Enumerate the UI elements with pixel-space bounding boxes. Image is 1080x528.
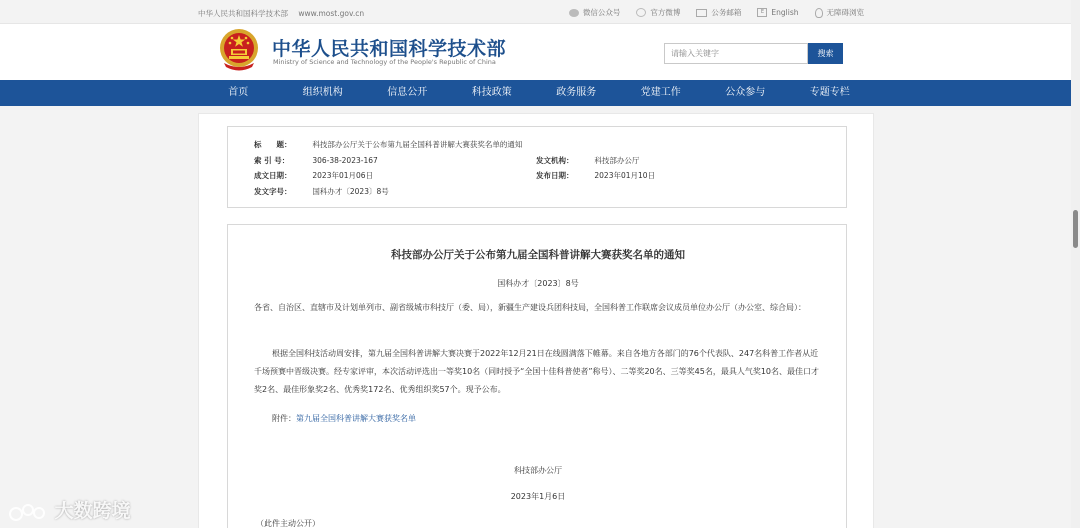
nav-public-participation[interactable]: 公众参与 — [725, 87, 766, 98]
nav-gov-services[interactable]: 政务服务 — [556, 87, 597, 98]
nav-info-disclosure[interactable]: 信息公开 — [387, 87, 428, 98]
attachment-link[interactable]: 第九届全国科普讲解大赛获奖名单 — [296, 414, 416, 423]
mail-link[interactable] — [696, 7, 741, 18]
nav-home[interactable]: 首页 — [228, 87, 249, 98]
site-title[interactable]: 中华人民共和国科学技术部 — [272, 38, 507, 60]
topbar-site-name: 中华人民共和国科学技术部 — [198, 9, 288, 18]
watermark — [8, 496, 131, 523]
topbar-site-info — [198, 8, 372, 19]
main-nav — [0, 80, 1080, 106]
page-scrollbar[interactable] — [1071, 0, 1080, 528]
meta-docno-row — [254, 186, 389, 197]
watermark-logo-icon — [8, 502, 48, 522]
nav-party-building[interactable]: 党建工作 — [640, 87, 681, 98]
meta-published-row — [536, 170, 655, 181]
english-label: English — [771, 8, 799, 17]
meta-issuer-key: 发文机构： — [536, 156, 574, 165]
document-metadata — [227, 126, 847, 208]
article-title: 科技部办公厅关于公布第九届全国科普讲解大赛获奖名单的通知 — [391, 249, 685, 261]
article-body — [227, 224, 847, 528]
weibo-label: 官方微博 — [650, 8, 681, 17]
mail-label: 公务邮箱 — [711, 8, 742, 17]
top-utility-bar — [0, 0, 1080, 24]
meta-index-key: 索 引 号： — [254, 156, 290, 165]
site-header — [0, 24, 1080, 80]
article-attachment — [254, 410, 824, 428]
meta-title-key: 标 题： — [254, 140, 292, 149]
site-subtitle: Ministry of Science and Technology of the People's Republic of China — [273, 58, 496, 66]
english-link[interactable] — [757, 7, 798, 18]
nav-organization[interactable]: 组织机构 — [302, 87, 343, 98]
meta-created-value: 2023年01月06日 — [312, 171, 374, 180]
weibo-icon — [636, 8, 646, 17]
accessibility-link[interactable] — [815, 7, 865, 18]
meta-created-row — [254, 170, 373, 181]
article-signature: 科技部办公厅 — [514, 466, 562, 475]
accessibility-label: 无障碍浏览 — [826, 8, 864, 17]
meta-title-row — [254, 139, 522, 150]
meta-published-key: 发布日期： — [536, 171, 574, 180]
search-button[interactable]: 搜索 — [808, 43, 843, 64]
wechat-link[interactable] — [569, 7, 621, 18]
national-emblem-icon[interactable] — [218, 27, 260, 73]
meta-title-value: 科技部办公厅关于公布第九届全国科普讲解大赛获奖名单的通知 — [312, 140, 523, 149]
article-disclosure-note: （此件主动公开） — [256, 519, 320, 528]
article-doc-number: 国科办才〔2023〕8号 — [497, 279, 579, 288]
article-date: 2023年1月6日 — [510, 492, 566, 501]
wechat-label: 微信公众号 — [582, 8, 621, 17]
attachment-label: 附件： — [272, 414, 296, 423]
nav-special-topics[interactable]: 专题专栏 — [809, 87, 850, 98]
meta-created-key: 成文日期： — [254, 171, 292, 180]
meta-issuer-value: 科技部办公厅 — [594, 156, 640, 165]
search-input[interactable] — [664, 43, 808, 64]
accessibility-icon — [815, 8, 823, 18]
weibo-link[interactable] — [636, 7, 680, 18]
meta-issuer-row — [536, 155, 639, 166]
english-icon: E — [757, 8, 767, 17]
article-paragraph: 根据全国科技活动周安排，第九届全国科普讲解大赛决赛于2022年12月21日在线圆满落下帷幕。来自各地方各部门的76个代表队、247名科普工作者从近千场预赛中晋级决赛。经专家评审，本次活动评选出一等奖10名（同时授予“全国十佳科普使者”称号）、二等奖20名、三等奖45名，最具人气奖10名、最佳口才奖2名、最佳形象奖2名、优秀奖172名、优秀组织奖57个。现予公布。 — [254, 349, 820, 394]
article-salutation: 各省、自治区、直辖市及计划单列市、副省级城市科技厅（委、局），新疆生产建设兵团科技局，全国科普工作联席会议成员单位办公厅（办公室、综合局）： — [254, 303, 806, 312]
watermark-text: 大数跨境 — [54, 500, 131, 522]
meta-docno-value: 国科办才〔2023〕8号 — [312, 187, 389, 196]
topbar-links — [569, 7, 864, 18]
wechat-icon — [569, 9, 579, 17]
scrollbar-thumb[interactable] — [1073, 210, 1078, 248]
content-page — [198, 113, 874, 528]
mail-icon — [696, 9, 707, 17]
meta-index-value: 306-38-2023-167 — [312, 156, 378, 165]
topbar-site-url[interactable]: www.most.gov.cn — [298, 9, 365, 18]
meta-docno-key: 发文字号： — [254, 187, 292, 196]
nav-policy[interactable]: 科技政策 — [471, 87, 512, 98]
meta-index-row — [254, 155, 378, 166]
meta-published-value: 2023年01月10日 — [594, 171, 656, 180]
